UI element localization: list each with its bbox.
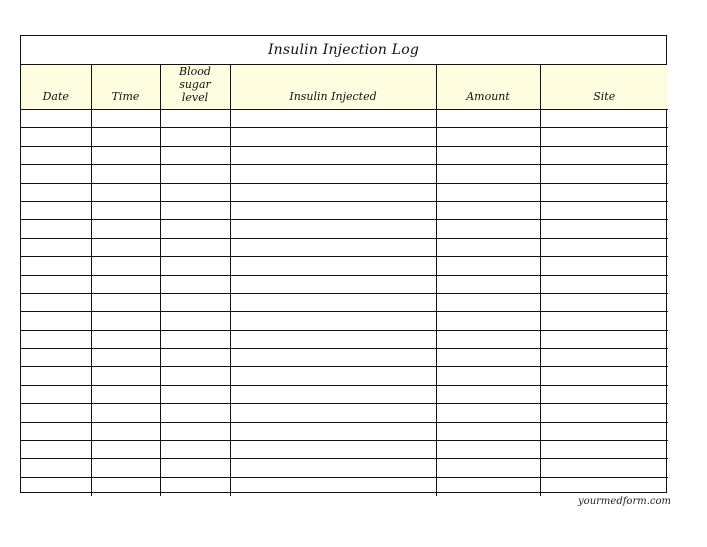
log-cell-amount[interactable] xyxy=(436,220,540,238)
log-cell-site[interactable] xyxy=(540,165,668,183)
log-cell-site[interactable] xyxy=(540,238,668,256)
log-cell-site[interactable] xyxy=(540,146,668,164)
log-cell-blood-sugar[interactable] xyxy=(160,257,230,275)
log-cell-insulin-injected[interactable] xyxy=(230,110,436,128)
log-cell-date[interactable] xyxy=(21,165,91,183)
log-cell-insulin-injected[interactable] xyxy=(230,128,436,146)
log-row xyxy=(21,128,668,146)
log-cell-date[interactable] xyxy=(21,238,91,256)
log-cell-amount[interactable] xyxy=(436,293,540,311)
log-cell-site[interactable] xyxy=(540,110,668,128)
log-cell-amount[interactable] xyxy=(436,404,540,422)
log-cell-time[interactable] xyxy=(91,146,160,164)
log-table xyxy=(21,65,668,496)
log-cell-time[interactable] xyxy=(91,201,160,219)
log-row xyxy=(21,349,668,367)
log-cell-amount[interactable] xyxy=(436,146,540,164)
log-cell-date[interactable] xyxy=(21,404,91,422)
log-cell-blood-sugar[interactable] xyxy=(160,110,230,128)
log-cell-insulin-injected[interactable] xyxy=(230,257,436,275)
log-row xyxy=(21,293,668,311)
log-cell-amount[interactable] xyxy=(436,330,540,348)
log-cell-site[interactable] xyxy=(540,201,668,219)
log-cell-insulin-injected[interactable] xyxy=(230,404,436,422)
log-cell-amount[interactable] xyxy=(436,441,540,459)
log-row xyxy=(21,404,668,422)
log-row xyxy=(21,477,668,495)
form-title: Insulin Injection Log xyxy=(21,36,666,65)
log-cell-insulin-injected[interactable] xyxy=(230,275,436,293)
log-cell-blood-sugar[interactable] xyxy=(160,165,230,183)
log-cell-amount[interactable] xyxy=(436,128,540,146)
log-cell-time[interactable] xyxy=(91,367,160,385)
log-cell-insulin-injected[interactable] xyxy=(230,165,436,183)
log-cell-insulin-injected[interactable] xyxy=(230,293,436,311)
log-row xyxy=(21,385,668,403)
log-cell-blood-sugar[interactable] xyxy=(160,183,230,201)
column-header-date: Date xyxy=(21,65,91,110)
log-cell-time[interactable] xyxy=(91,293,160,311)
log-cell-time[interactable] xyxy=(91,128,160,146)
log-cell-blood-sugar[interactable] xyxy=(160,422,230,440)
log-row xyxy=(21,110,668,128)
log-cell-date[interactable] xyxy=(21,110,91,128)
log-cell-amount[interactable] xyxy=(436,183,540,201)
log-cell-blood-sugar[interactable] xyxy=(160,220,230,238)
log-cell-insulin-injected[interactable] xyxy=(230,367,436,385)
log-cell-date[interactable] xyxy=(21,183,91,201)
log-cell-time[interactable] xyxy=(91,385,160,403)
log-cell-site[interactable] xyxy=(540,220,668,238)
log-row xyxy=(21,238,668,256)
log-row xyxy=(21,312,668,330)
log-cell-blood-sugar[interactable] xyxy=(160,441,230,459)
log-cell-amount[interactable] xyxy=(436,385,540,403)
log-cell-site[interactable] xyxy=(540,349,668,367)
log-cell-time[interactable] xyxy=(91,477,160,495)
log-cell-site[interactable] xyxy=(540,385,668,403)
log-cell-site[interactable] xyxy=(540,404,668,422)
log-cell-amount[interactable] xyxy=(436,165,540,183)
footer-credit: yourmedform.com xyxy=(578,496,671,507)
log-cell-site[interactable] xyxy=(540,367,668,385)
log-cell-amount[interactable] xyxy=(436,238,540,256)
column-header-blood-sugar: Blood sugar level xyxy=(160,65,230,110)
log-cell-date[interactable] xyxy=(21,220,91,238)
log-cell-amount[interactable] xyxy=(436,477,540,495)
log-cell-date[interactable] xyxy=(21,257,91,275)
log-cell-insulin-injected[interactable] xyxy=(230,441,436,459)
log-cell-site[interactable] xyxy=(540,330,668,348)
log-cell-amount[interactable] xyxy=(436,201,540,219)
log-cell-insulin-injected[interactable] xyxy=(230,183,436,201)
log-cell-time[interactable] xyxy=(91,275,160,293)
log-cell-date[interactable] xyxy=(21,275,91,293)
log-row xyxy=(21,422,668,440)
log-cell-amount[interactable] xyxy=(436,349,540,367)
log-cell-blood-sugar[interactable] xyxy=(160,404,230,422)
log-cell-date[interactable] xyxy=(21,441,91,459)
log-cell-time[interactable] xyxy=(91,459,160,477)
log-cell-insulin-injected[interactable] xyxy=(230,330,436,348)
log-cell-date[interactable] xyxy=(21,385,91,403)
log-cell-amount[interactable] xyxy=(436,257,540,275)
log-cell-insulin-injected[interactable] xyxy=(230,477,436,495)
log-cell-site[interactable] xyxy=(540,293,668,311)
log-cell-site[interactable] xyxy=(540,257,668,275)
column-header-insulin-injected: Insulin Injected xyxy=(230,65,436,110)
log-cell-insulin-injected[interactable] xyxy=(230,459,436,477)
column-header-site: Site xyxy=(540,65,668,110)
log-cell-site[interactable] xyxy=(540,312,668,330)
log-entries xyxy=(21,110,668,496)
log-row xyxy=(21,183,668,201)
log-cell-date[interactable] xyxy=(21,477,91,495)
log-row xyxy=(21,146,668,164)
log-row xyxy=(21,275,668,293)
log-cell-blood-sugar[interactable] xyxy=(160,367,230,385)
insulin-log-form xyxy=(20,35,667,493)
log-cell-blood-sugar[interactable] xyxy=(160,477,230,495)
log-cell-time[interactable] xyxy=(91,330,160,348)
log-cell-site[interactable] xyxy=(540,477,668,495)
log-row xyxy=(21,165,668,183)
log-cell-insulin-injected[interactable] xyxy=(230,312,436,330)
log-cell-date[interactable] xyxy=(21,459,91,477)
log-cell-insulin-injected[interactable] xyxy=(230,422,436,440)
log-cell-time[interactable] xyxy=(91,404,160,422)
log-cell-site[interactable] xyxy=(540,459,668,477)
log-cell-time[interactable] xyxy=(91,165,160,183)
log-cell-site[interactable] xyxy=(540,275,668,293)
column-header-time: Time xyxy=(91,65,160,110)
log-cell-site[interactable] xyxy=(540,422,668,440)
log-cell-date[interactable] xyxy=(21,293,91,311)
log-cell-amount[interactable] xyxy=(436,422,540,440)
log-row xyxy=(21,459,668,477)
header-row xyxy=(21,65,668,110)
log-cell-time[interactable] xyxy=(91,238,160,256)
log-row xyxy=(21,330,668,348)
log-cell-insulin-injected[interactable] xyxy=(230,146,436,164)
column-header-amount: Amount xyxy=(436,65,540,110)
log-cell-site[interactable] xyxy=(540,183,668,201)
log-cell-blood-sugar[interactable] xyxy=(160,459,230,477)
log-cell-insulin-injected[interactable] xyxy=(230,201,436,219)
log-cell-amount[interactable] xyxy=(436,110,540,128)
log-cell-date[interactable] xyxy=(21,330,91,348)
log-cell-blood-sugar[interactable] xyxy=(160,128,230,146)
log-cell-date[interactable] xyxy=(21,349,91,367)
log-cell-blood-sugar[interactable] xyxy=(160,146,230,164)
log-row xyxy=(21,441,668,459)
log-cell-amount[interactable] xyxy=(436,367,540,385)
log-cell-blood-sugar[interactable] xyxy=(160,238,230,256)
log-cell-date[interactable] xyxy=(21,128,91,146)
log-cell-blood-sugar[interactable] xyxy=(160,312,230,330)
log-row xyxy=(21,257,668,275)
log-cell-time[interactable] xyxy=(91,220,160,238)
log-cell-time[interactable] xyxy=(91,422,160,440)
log-cell-insulin-injected[interactable] xyxy=(230,385,436,403)
log-cell-blood-sugar[interactable] xyxy=(160,293,230,311)
log-cell-date[interactable] xyxy=(21,312,91,330)
log-row xyxy=(21,220,668,238)
log-cell-time[interactable] xyxy=(91,183,160,201)
log-row xyxy=(21,367,668,385)
log-row xyxy=(21,201,668,219)
log-cell-time[interactable] xyxy=(91,257,160,275)
log-cell-time[interactable] xyxy=(91,312,160,330)
log-cell-blood-sugar[interactable] xyxy=(160,275,230,293)
log-cell-time[interactable] xyxy=(91,110,160,128)
log-cell-date[interactable] xyxy=(21,146,91,164)
log-cell-blood-sugar[interactable] xyxy=(160,385,230,403)
log-cell-date[interactable] xyxy=(21,367,91,385)
log-cell-insulin-injected[interactable] xyxy=(230,238,436,256)
log-cell-amount[interactable] xyxy=(436,312,540,330)
log-cell-site[interactable] xyxy=(540,441,668,459)
log-cell-time[interactable] xyxy=(91,441,160,459)
log-cell-time[interactable] xyxy=(91,349,160,367)
log-cell-insulin-injected[interactable] xyxy=(230,349,436,367)
log-cell-blood-sugar[interactable] xyxy=(160,349,230,367)
log-cell-site[interactable] xyxy=(540,128,668,146)
log-cell-blood-sugar[interactable] xyxy=(160,330,230,348)
log-cell-blood-sugar[interactable] xyxy=(160,201,230,219)
log-cell-date[interactable] xyxy=(21,201,91,219)
log-cell-insulin-injected[interactable] xyxy=(230,220,436,238)
log-cell-date[interactable] xyxy=(21,422,91,440)
log-cell-amount[interactable] xyxy=(436,459,540,477)
log-cell-amount[interactable] xyxy=(436,275,540,293)
